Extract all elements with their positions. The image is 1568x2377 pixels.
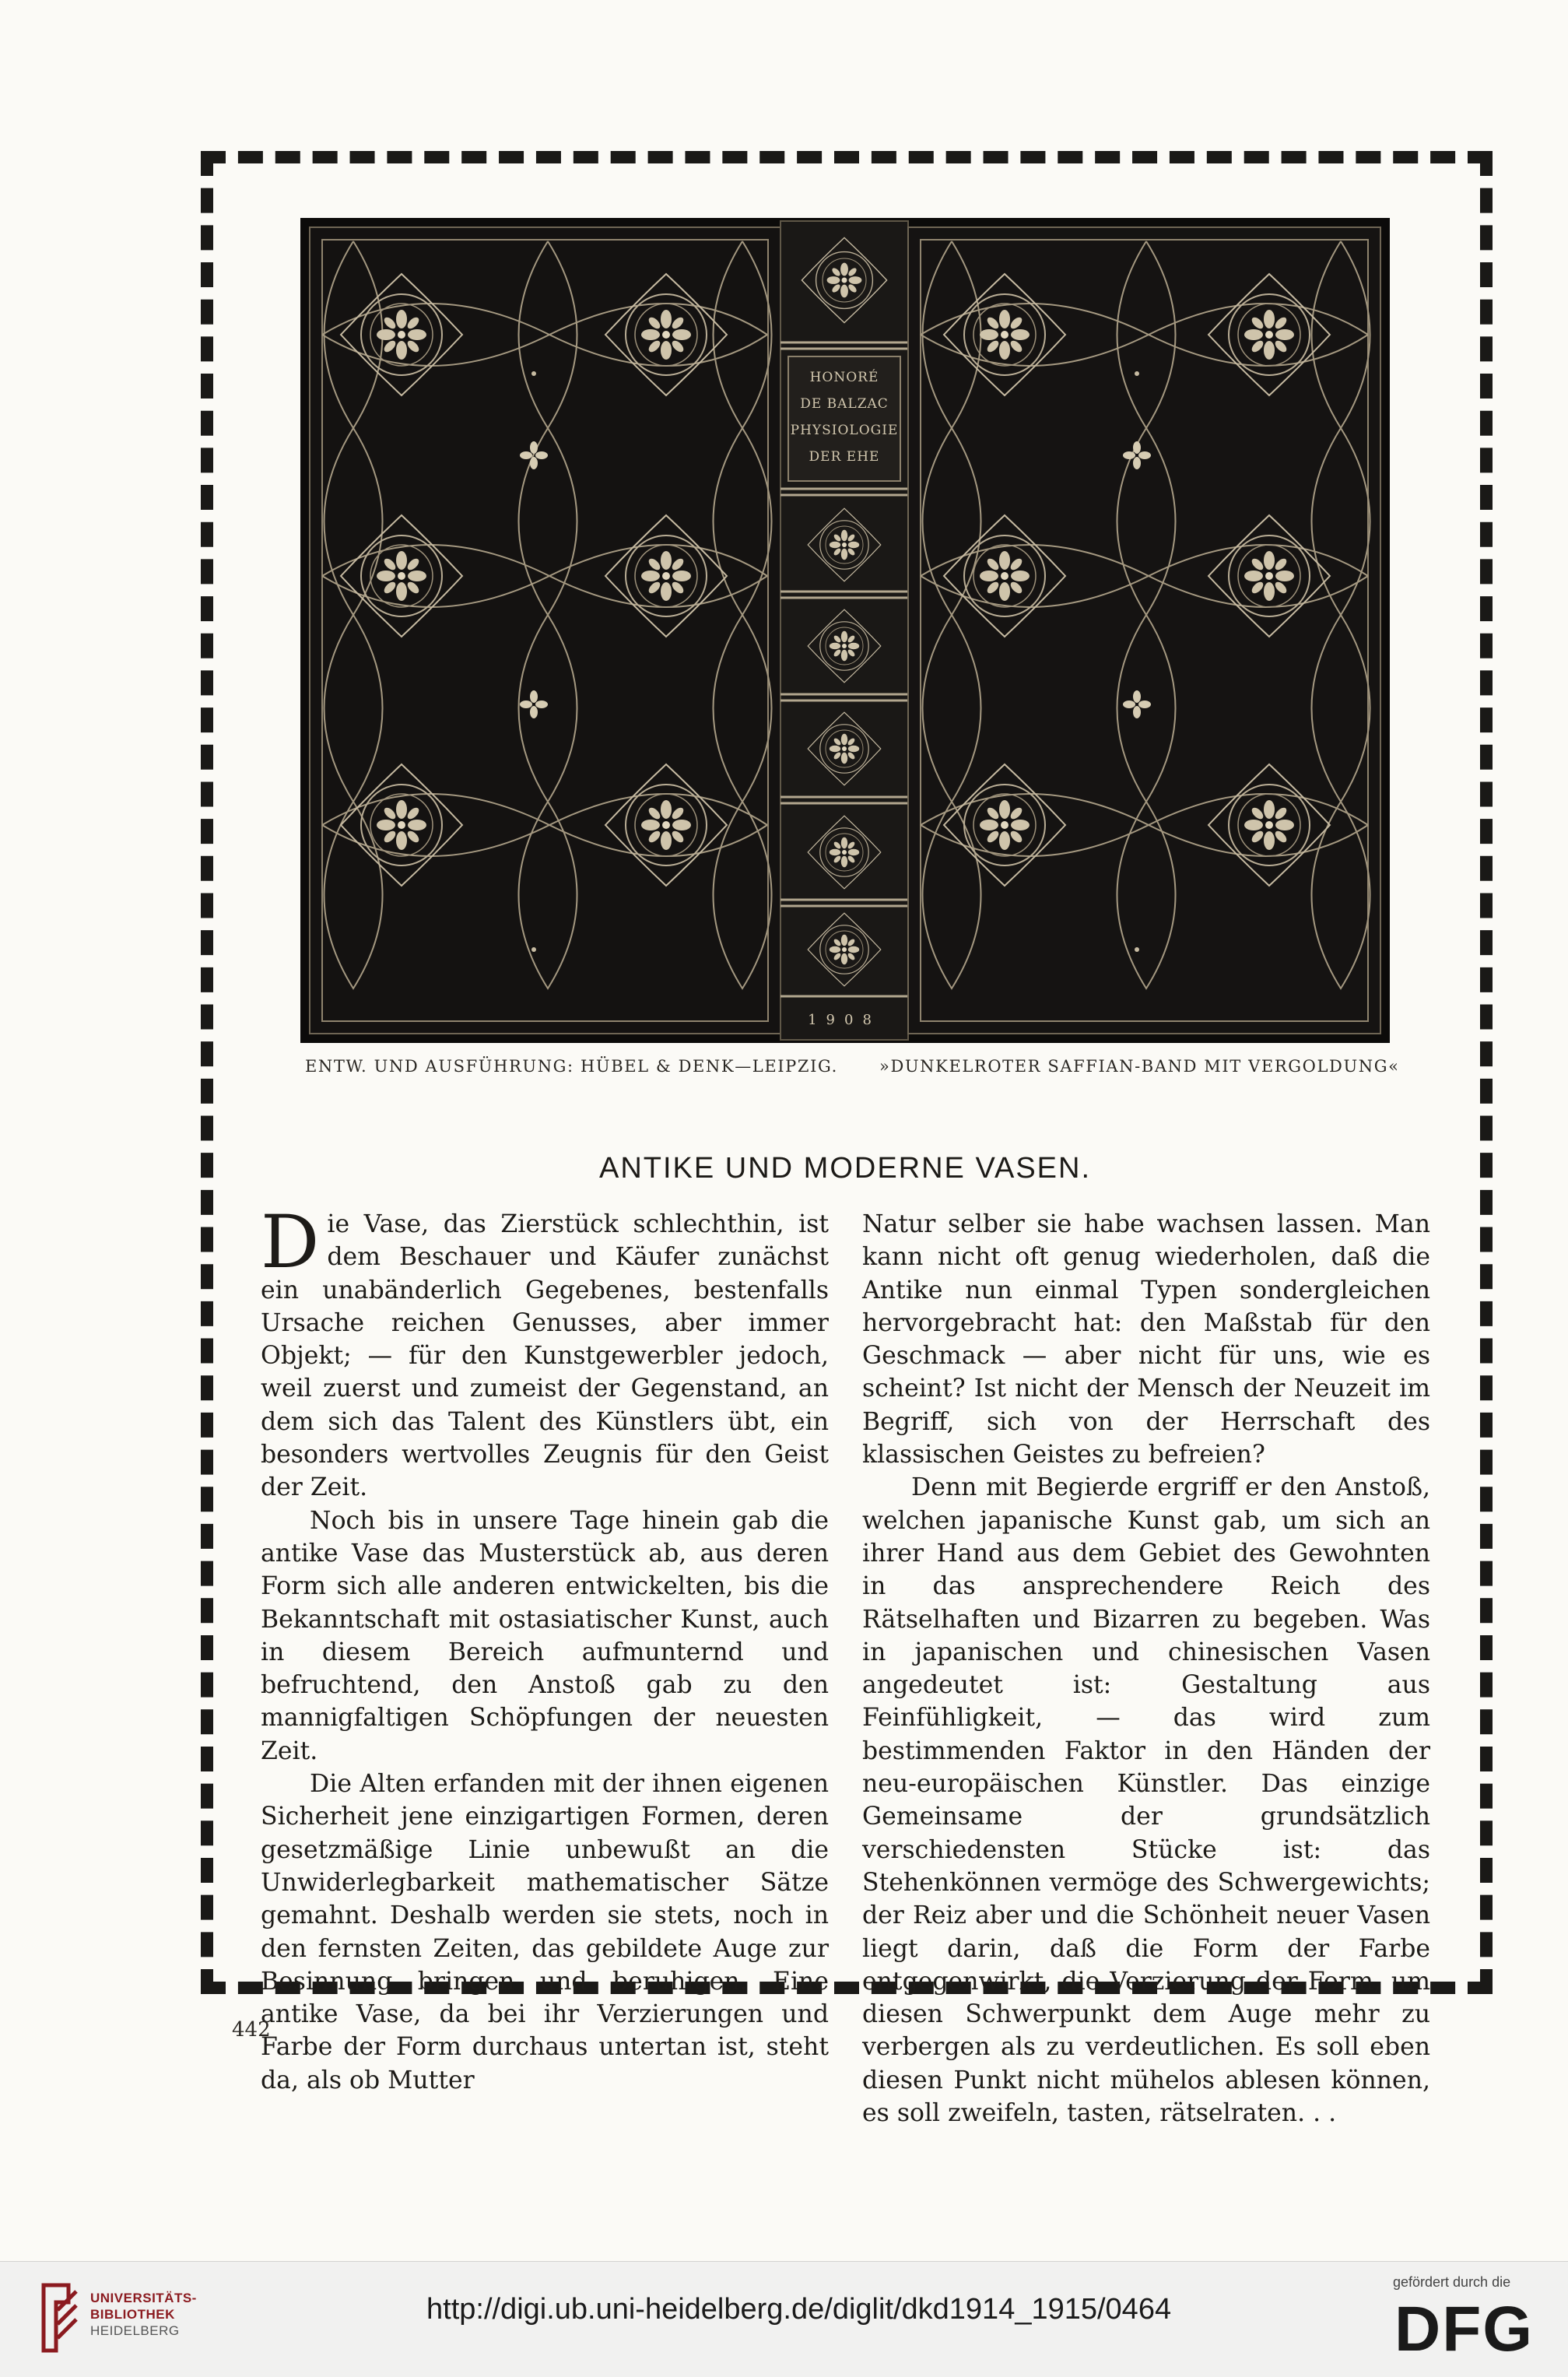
article-title: ANTIKE UND MODERNE VASEN. — [598, 1152, 1092, 1185]
dfg-logo: DFG — [1394, 2294, 1535, 2365]
spine-title-line-3: PHYSIOLOGIE — [790, 423, 899, 438]
library-name-line: UNIVERSITÄTS- — [90, 2291, 197, 2305]
spine-year: 1908 — [808, 1012, 881, 1028]
figure-caption-title: »DUNKELROTER SAFFIAN-BAND MIT VERGOLDUNG« — [879, 1057, 1400, 1076]
spine-title-line-1: HONORÉ — [809, 370, 879, 385]
spine-title-line-2: DE BALZAC — [800, 396, 889, 412]
book-binding-illustration — [300, 218, 1390, 1043]
drop-cap: D — [261, 1200, 320, 1285]
library-name — [90, 2290, 197, 2339]
paragraph-text: ie Vase, das Zierstück schlechthin, ist dem Beschauer und Käufer zunächst ein unabänderlich Gegebenes, bestenfalls Ursache reichen Genusses, aber immer Objekt; — für den Kunstgewerbler jedoch, weil zuerst und zumeist der Gegenstand, an dem sich das Talent des Künstlers übt, ein besonders wertvolles Zeugnis für den Geist der Zeit. — [261, 1210, 829, 1502]
book-binding-photo — [300, 218, 1390, 1043]
paragraph: Natur selber sie habe wachsen lassen. Man kann nicht oft genug wiederholen, daß die Antike nun einmal Typen sondergleichen hervorgebracht hat: den Maßstab für den Geschmack — aber nicht für uns, wie es scheint? Ist nicht der Mensch der Neuzeit im Begriff, sich von der Herrschaft des klassischen Geistes zu befreien? — [862, 1210, 1430, 1469]
spine-title-line-4: DER EHE — [809, 449, 880, 465]
paragraph: Denn mit Begierde ergriff er den Anstoß, welchen japanische Kunst gab, um sich an ihrer Hand aus dem Gebiet des Gewohnten in das ansprechendere Reich des Rätselhaften und Bizarren zu begeben. Was in japanischen und chinesischen Vasen angedeutet ist: Gestaltung aus Feinfühligkeit, — das wird zum bestimmenden Faktor in den Händen der neu-europäischen Künstler. Das einzige Gemeinsame der grundsätzlich verschiedensten Stücke ist: das Stehenkönnen vermöge des Schwergewichts; der Reiz aber und die Schönheit neuer Vasen liegt darin, daß die Form der Farbe entgegenwirkt, die Verzierung der Form, um diesen Schwerpunkt dem Auge mehr zu verbergen als zu verdeutlichen. Es soll eben diesen Punkt nicht mühelos ablesen können, es soll zweifeln, tasten, rätselraten. . . — [862, 1473, 1430, 2128]
library-name-line: HEIDELBERG — [90, 2323, 180, 2338]
paragraph: Noch bis in unsere Tage hinein gab die antike Vase das Musterstück ab, aus deren Form sich alle anderen entwickelten, bis die Bekanntschaft mit ostasiatischer Kunst, auch in diesem Bereich aufmunternd und befruchtend, den Anstoß gab zu den mannigfaltigen Schöpfungen der neuesten Zeit. — [261, 1506, 829, 1765]
text-column-left — [261, 1200, 829, 2097]
university-library-logo-icon — [37, 2279, 81, 2357]
paragraph: Die Alten erfanden mit der ihnen eigenen Sicherheit jene einzigartigen Formen, deren gesetzmäßige Linie unbewußt an die Unwiderlegbarkeit mathematischer Sätze gemahnt. Deshalb werden sie stets, noch in den fernsten Zeiten, das gebildete Auge zur Besinnung bringen und beruhigen. Eine antike Vase, da bei ihr Verzierungen und Farbe der Form durchaus untertan ist, steht da, als ob Mutter — [261, 1770, 829, 2094]
digital-object-url[interactable]: http://digi.ub.uni-heidelberg.de/diglit/dkd1914_1915/0464 — [426, 2293, 1172, 2326]
figure-caption-credit: ENTW. UND AUSFÜHRUNG: HÜBEL & DENK—LEIPZIG. — [305, 1057, 838, 1076]
page-number: 442 — [232, 2018, 271, 2042]
library-name-line: BIBLIOTHEK — [90, 2307, 175, 2322]
funding-note: gefördert durch die — [1393, 2274, 1511, 2290]
text-column-right — [862, 1208, 1430, 2129]
paragraph — [261, 1200, 829, 1504]
